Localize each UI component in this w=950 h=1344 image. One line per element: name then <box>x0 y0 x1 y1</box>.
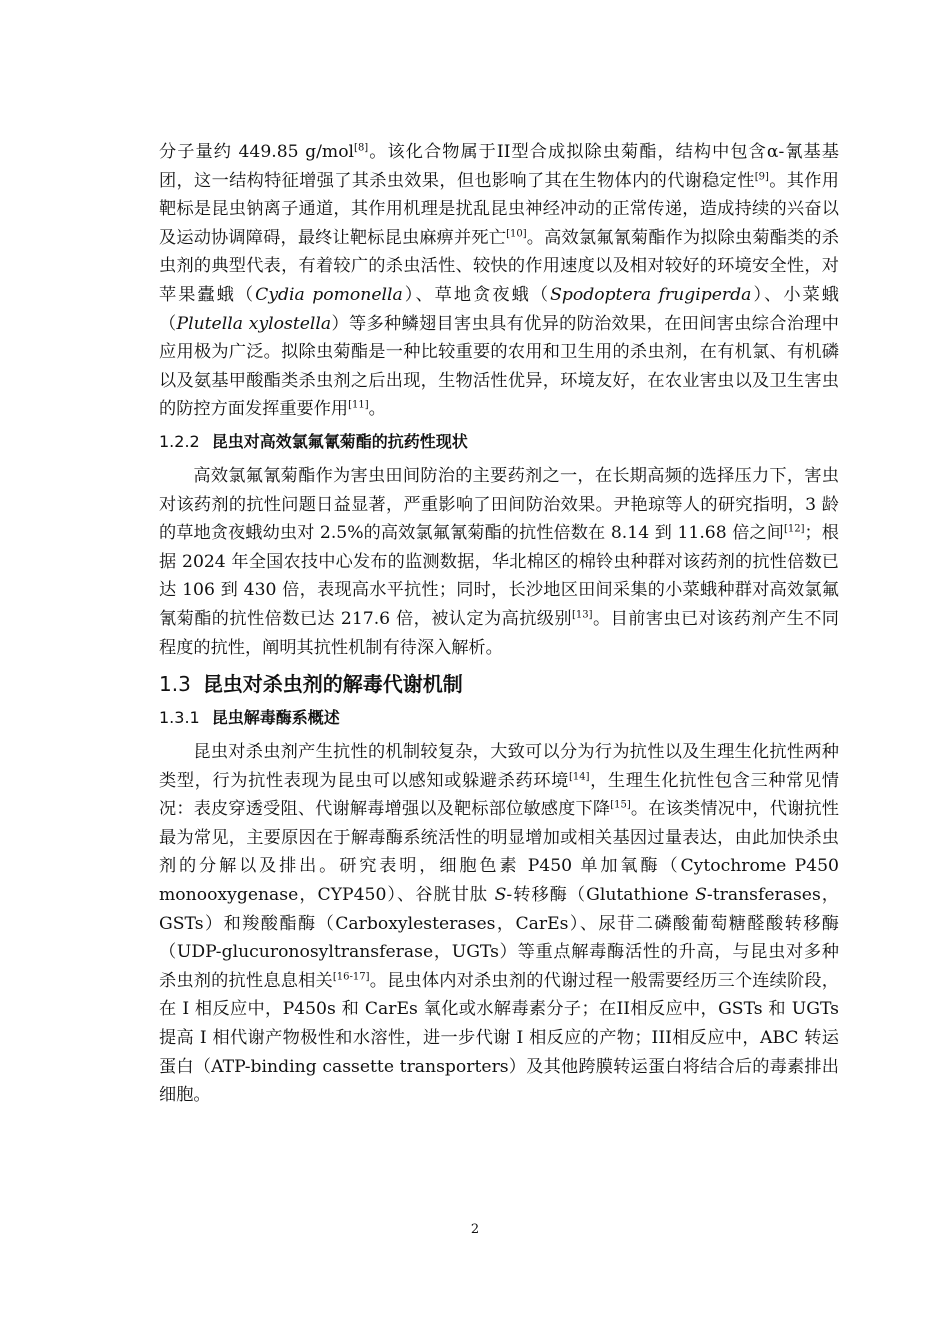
citation: [12] <box>784 523 805 535</box>
species-name: Plutella xylostella <box>176 313 332 334</box>
page-number: 2 <box>470 1222 480 1237</box>
paragraph-detox-enzymes: 昆虫对杀虫剂产生抗性的机制较复杂，大致可以分为行为抗性以及生理生化抗性两种类型，行为抗性表现为昆虫可以感知或躲避杀药环境[14]，生理生化抗性包含三种常见情况：表皮穿透受阻、代谢解毒增强以及靶标部位敏感度下降[15]。在该类情况中，代谢抗性最为常见，主要原因在于解毒酶系统活性的明显增加或相关基因过量表达，由此加快杀虫剂的分解以及排出。研究表明，细胞色素 P450 单加氧酶（Cytochrome P450 monooxygenase，CYP450）、谷胱甘肽 S-转移酶（Glutathione S-transferases，GSTs）和羧酸酯酶（Carboxylesterases，CarEs）、尿苷二磷酸葡萄糖醛酸转移酶（UDP-glucuronosyltransferase，UGTs）等重点解毒酶活性的升高，与昆虫对多种杀虫剂的抗性息息相关[16-17]。昆虫体内对杀虫剂的代谢过程一般需要经历三个连续阶段，在 I 相反应中，P450s 和 CarEs 氧化或水解毒素分子；在II相反应中，GSTs 和 UGTs 提高 I 相代谢产物极性和水溶性，进一步代谢 I 相反应的产物；III相反应中，ABC 转运蛋白（ATP-binding cassette transporters）及其他跨膜转运蛋白将结合后的毒素排出细胞。 <box>159 742 839 1106</box>
italic-letter: S <box>494 885 507 906</box>
paragraph-resistance-status: 高效氯氟氰菊酯作为害虫田间防治的主要药剂之一，在长期高频的选择压力下，害虫对该药剂的抗性问题日益显著，严重影响了田间防治效果。尹艳琼等人的研究指明，3 龄的草地贪夜蛾幼虫对 2.5%的高效氯氟氰菊酯的抗性倍数在 8.14 到 11.68 倍之间[12]；根据 2024 年全国农技中心发布的监测数据，华北棉区的棉铃虫种群对该药剂的抗性倍数已达 106 到 430 倍，表现高水平抗性；同时，长沙地区田间采集的小菜蛾种群对高效氯氟氰菊酯的抗性倍数已达 217.6 倍，被认定为高抗级别[13]。目前害虫已对该药剂产生不同程度的抗性，阐明其抗性机制有待深入解析。 <box>159 465 839 658</box>
species-name: Cydia pomonella <box>255 284 403 305</box>
section-heading-1-2-2: 1.2.2 昆虫对高效氯氟氰菊酯的抗药性现状 <box>159 431 468 451</box>
paragraph-insecticide-properties: 分子量约 449.85 g/mol[8]。该化合物属于II型合成拟除虫菊酯，结构中包含α-氰基基团，这一结构特征增强了其杀虫效果，但也影响了其在生物体内的代谢稳定性[9]。其作用靶标是昆虫钠离子通道，其作用机理是扰乱昆虫神经冲动的正常传递，造成持续的兴奋以及运动协调障碍，最终让靶标昆虫麻痹并死亡[10]。高效氯氟氰菊酯作为拟除虫菊酯类的杀虫剂的典型代表，有着较广的杀虫活性、较快的作用速度以及相对较好的环境安全性，对苹果蠹蛾（Cydia pomonella）、草地贪夜蛾（Spodoptera frugiperda）、小菜蛾（Plutella xylostella）等多种鳞翅目害虫具有优异的防治效果，在田间害虫综合治理中应用极为广泛。拟除虫菊酯是一种比较重要的农用和卫生用的杀虫剂，在有机氯、有机磷以及氨基甲酸酯类杀虫剂之后出现，生物活性优异，环境友好，在农业害虫以及卫生害虫的防控方面发挥重要作用[11]。 <box>159 142 839 420</box>
citation: [9] <box>754 170 769 182</box>
section-heading-1-3-1: 1.3.1 昆虫解毒酶系概述 <box>159 708 340 728</box>
page-content <box>159 138 839 1110</box>
citation: [13] <box>572 609 593 621</box>
citation: [16-17] <box>332 971 370 983</box>
citation: [15] <box>610 799 631 811</box>
species-name: Spodoptera frugiperda <box>550 284 752 305</box>
italic-letter: S <box>695 885 707 906</box>
section-heading-1-3: 1.3 昆虫对杀虫剂的解毒代谢机制 <box>159 672 463 697</box>
citation: [11] <box>348 399 369 411</box>
citation: [8] <box>354 142 369 154</box>
citation: [10] <box>506 228 527 240</box>
citation: [14] <box>568 770 590 782</box>
